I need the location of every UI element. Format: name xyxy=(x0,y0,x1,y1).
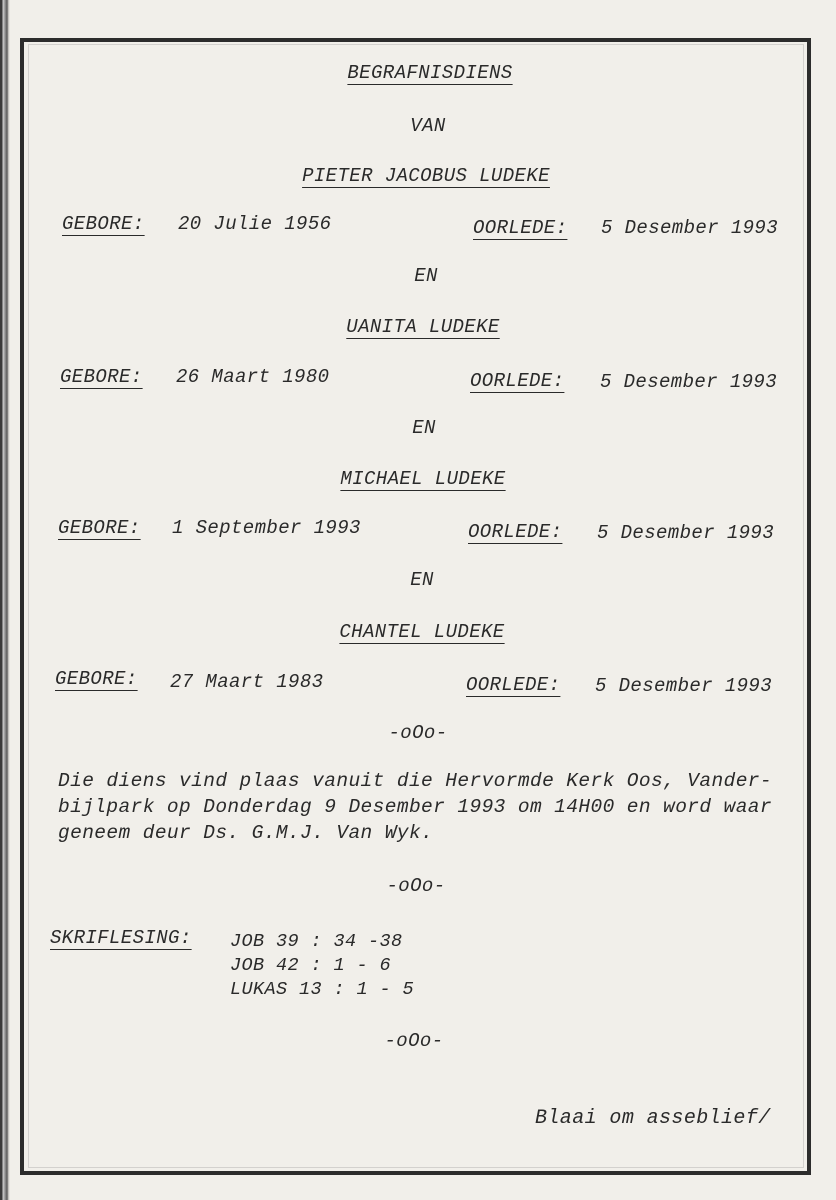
born-date-3: 1 September 1993 xyxy=(172,517,361,539)
scripture-line-3: LUKAS 13 : 1 - 5 xyxy=(230,979,415,1000)
died-date-2: 5 Desember 1993 xyxy=(600,371,778,393)
born-label-3: GEBORE: xyxy=(58,517,141,539)
born-label-2: GEBORE: xyxy=(60,366,143,388)
person-name-1: PIETER JACOBUS LUDEKE xyxy=(302,165,550,187)
van-text: VAN xyxy=(410,115,446,137)
died-label-3: OORLEDE: xyxy=(468,521,563,543)
died-label-1: OORLEDE: xyxy=(473,217,568,239)
died-label-4: OORLEDE: xyxy=(466,674,561,696)
person-name-4: CHANTEL LUDEKE xyxy=(339,621,505,643)
service-details-paragraph: Die diens vind plaas vanuit die Hervormde Kerk Oos, Vander- bijlpark op Donderdag 9 Desember 1993 om 14H00 en word waar geneem deur Ds. G.M.J. Van Wyk. xyxy=(58,770,773,844)
separator-3: -oOo- xyxy=(384,1030,444,1052)
born-date-2: 26 Maart 1980 xyxy=(176,366,330,388)
died-date-3: 5 Desember 1993 xyxy=(597,522,775,544)
person-name-2: UANITA LUDEKE xyxy=(346,316,500,338)
document-title: BEGRAFNISDIENS xyxy=(347,62,513,84)
en-text-3: EN xyxy=(410,569,434,591)
born-date-4: 27 Maart 1983 xyxy=(170,671,324,693)
born-label-1: GEBORE: xyxy=(62,213,145,235)
died-date-1: 5 Desember 1993 xyxy=(601,217,779,239)
died-label-2: OORLEDE: xyxy=(470,370,565,392)
en-text-2: EN xyxy=(412,417,436,439)
born-label-4: GEBORE: xyxy=(55,668,138,690)
person-name-3: MICHAEL LUDEKE xyxy=(340,468,506,490)
scripture-line-1: JOB 39 : 34 -38 xyxy=(230,931,403,952)
turn-page-note: Blaai om asseblief/ xyxy=(535,1107,771,1130)
died-date-4: 5 Desember 1993 xyxy=(595,675,773,697)
separator-1: -oOo- xyxy=(388,722,448,744)
en-text-1: EN xyxy=(414,265,438,287)
born-date-1: 20 Julie 1956 xyxy=(178,213,332,235)
separator-2: -oOo- xyxy=(386,875,446,897)
page-binding-edge xyxy=(0,0,10,1200)
scripture-line-2: JOB 42 : 1 - 6 xyxy=(230,955,392,976)
scripture-label: SKRIFLESING: xyxy=(50,927,192,949)
